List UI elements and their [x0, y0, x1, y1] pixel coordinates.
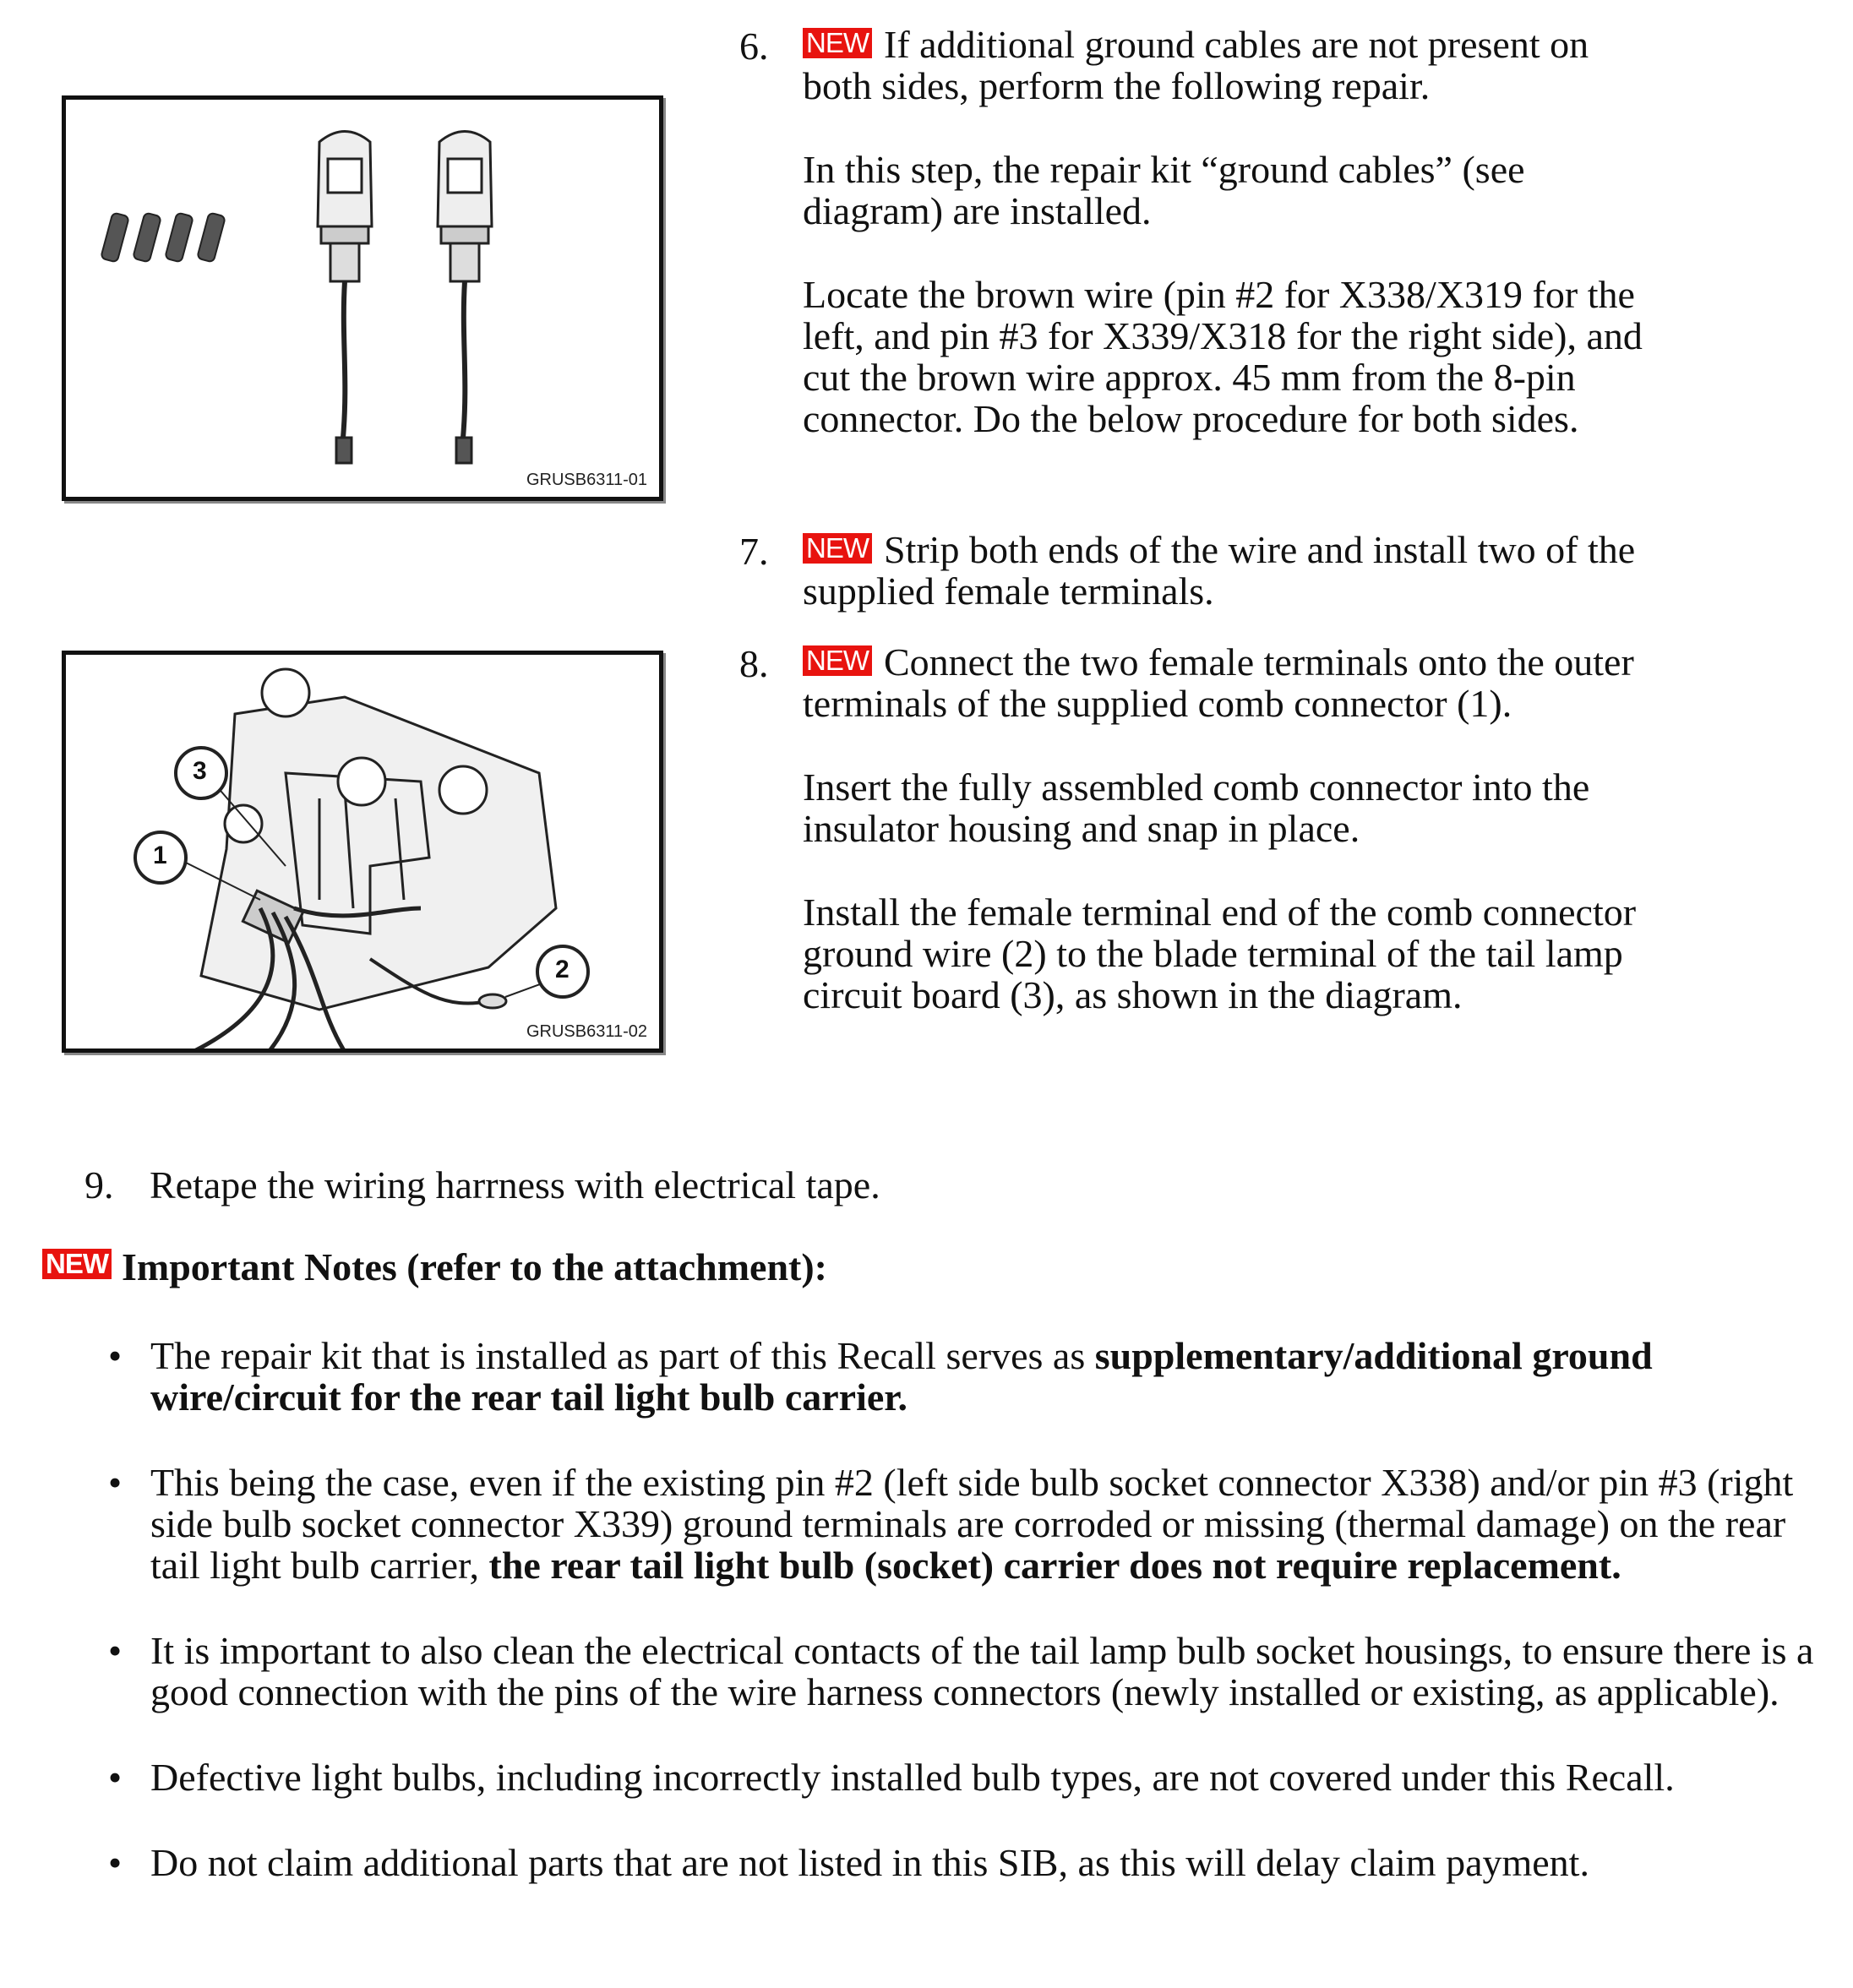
- ground-cable-right-icon: [438, 132, 492, 464]
- note-emphasis: supplementary/additional ground wire/circuit for the rear tail light bulb carrier.: [150, 1334, 1653, 1419]
- step-8-text: Connect the two female terminals onto the outer terminals of the supplied comb connector (1).: [803, 640, 1634, 725]
- step-8-number: 8.: [739, 642, 769, 685]
- step-7-lead: [803, 529, 1648, 612]
- ground-cable-left-icon: [318, 132, 372, 464]
- note-item: • The repair kit that is installed as part of this Recall serves as supplementary/additional ground wire/circuit for the rear tail light bulb carrier.: [101, 1335, 1817, 1418]
- note-item: • It is important to also clean the electrical contacts of the tail lamp bulb socket housings, to ensure there is a good connection with the pins of the wire harness connectors (newly installed or existing, as applicable).: [101, 1630, 1817, 1713]
- step-9-number: 9.: [84, 1163, 114, 1206]
- new-badge: NEW: [803, 533, 872, 564]
- figure-id-label: GRUSB6311-02: [526, 1022, 647, 1041]
- important-notes-list: [101, 1335, 1817, 1927]
- new-badge: NEW: [42, 1249, 112, 1279]
- important-notes-title: Important Notes (refer to the attachment):: [122, 1245, 827, 1288]
- bulb-socket-mid: [338, 758, 385, 805]
- step-6-para-2: Locate the brown wire (pin #2 for X338/X319 for the left, and pin #3 for X339/X318 for the right side), and cut the brown wire approx. 45 mm from the 8-pin connector. Do the below procedure for both sides.: [803, 273, 1643, 440]
- female-terminals-icon: [101, 212, 226, 262]
- new-badge: NEW: [803, 645, 872, 676]
- bulb-socket-top: [262, 669, 309, 716]
- step-7-text: Strip both ends of the wire and install two of the supplied female terminals.: [803, 528, 1636, 613]
- callout-2-label: 2: [555, 956, 570, 983]
- step-7-number: 7.: [739, 530, 769, 573]
- step-8-para-2: Install the female terminal end of the comb connector ground wire (2) to the blade terminal of the tail lamp circuit board (3), as shown in the diagram.: [803, 891, 1637, 1016]
- step-8-lead: [803, 641, 1648, 724]
- bulb-socket-right: [439, 766, 487, 814]
- ground-cables-illustration: [66, 100, 659, 497]
- bulb-socket-left: [225, 805, 262, 842]
- step-6: [803, 24, 1648, 439]
- step-9-text: Retape the wiring harrness with electrical tape.: [150, 1163, 880, 1206]
- step-8-para-1: Insert the fully assembled comb connector into the insulator housing and snap in place.: [803, 765, 1590, 850]
- step-8: [803, 641, 1648, 1016]
- step-6-text: If additional ground cables are not present on both sides, perform the following repair.: [803, 23, 1589, 107]
- note-item: • Defective light bulbs, including incorrectly installed bulb types, are not covered under this Recall.: [101, 1757, 1817, 1798]
- note-emphasis: the rear tail light bulb (socket) carrier does not require replacement.: [488, 1544, 1621, 1587]
- important-notes-heading: [42, 1244, 827, 1291]
- ground-terminal: [479, 994, 506, 1008]
- step-6-number: 6.: [739, 25, 769, 68]
- step-6-para-1: In this step, the repair kit “ground cables” (see diagram) are installed.: [803, 148, 1525, 232]
- new-badge: NEW: [803, 28, 872, 58]
- figure-comb-connector: [62, 651, 663, 1053]
- figure-id-label: GRUSB6311-01: [526, 471, 647, 489]
- step-6-lead: [803, 24, 1648, 106]
- figure-ground-cables: [62, 95, 663, 501]
- step-7: [803, 529, 1648, 612]
- callout-3-label: 3: [193, 757, 207, 785]
- callout-1-label: 1: [153, 841, 167, 869]
- note-item: • This being the case, even if the existing pin #2 (left side bulb socket connector X338) and/or pin #3 (right side bulb socket connector X339) ground terminals are corroded or missing (thermal damage) on the rear tail light bulb carrier, the rear tail light bulb (socket) carrier does not require replacement.: [101, 1462, 1817, 1586]
- note-item: • Do not claim additional parts that are not listed in this SIB, as this will delay claim payment.: [101, 1842, 1817, 1883]
